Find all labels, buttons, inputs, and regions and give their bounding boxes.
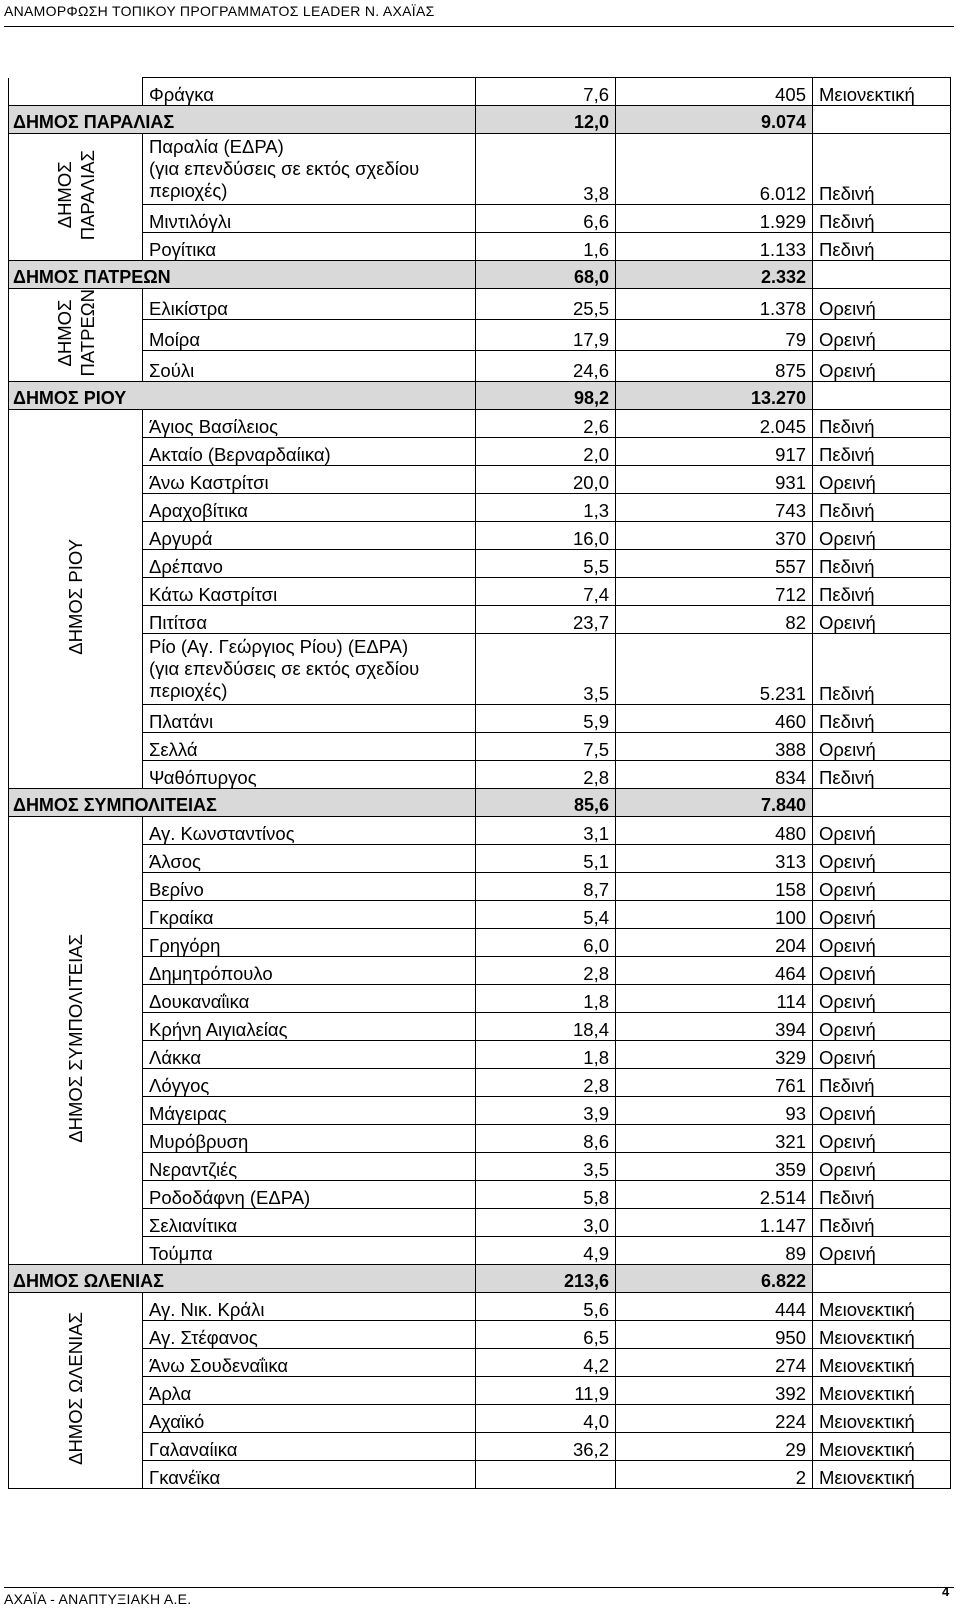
municipality-vertical-text bbox=[64, 1312, 87, 1465]
settlement-type: Ορεινή bbox=[813, 732, 951, 760]
settlement-population: 917 bbox=[616, 437, 813, 465]
settlement-area: 1,6 bbox=[476, 233, 616, 261]
municipality-name: ΔΗΜΟΣ ΠΑΡΑΛΙΑΣ bbox=[9, 106, 476, 134]
settlement-name: Αγ. Κωνσταντίνος bbox=[143, 816, 476, 844]
municipality-vertical-label bbox=[9, 816, 143, 1264]
table-row bbox=[9, 521, 951, 549]
municipality-name: ΔΗΜΟΣ ΣΥΜΠΟΛΙΤΕΙΑΣ bbox=[9, 788, 476, 816]
municipality-vertical-line: ΔΗΜΟΣ bbox=[53, 299, 75, 367]
municipality-area: 12,0 bbox=[476, 106, 616, 134]
settlement-name: Ψαθόπυργος bbox=[143, 760, 476, 788]
settlement-type: Πεδινή bbox=[813, 205, 951, 233]
settlement-population: 444 bbox=[616, 1292, 813, 1320]
municipality-label-cell bbox=[9, 78, 143, 106]
table-row bbox=[9, 1432, 951, 1460]
settlement-area: 24,6 bbox=[476, 350, 616, 381]
settlement-population: 370 bbox=[616, 521, 813, 549]
settlement-type: Πεδινή bbox=[813, 704, 951, 732]
settlement-area: 5,1 bbox=[476, 844, 616, 872]
municipality-summary-row bbox=[9, 106, 951, 134]
settlement-name-line: περιοχές) bbox=[149, 679, 228, 701]
municipality-vertical-text bbox=[64, 539, 87, 655]
settlement-name: Γρηγόρη bbox=[143, 928, 476, 956]
settlement-population: 1.147 bbox=[616, 1208, 813, 1236]
settlement-name: Γαλαναίικα bbox=[143, 1432, 476, 1460]
table-row bbox=[9, 1320, 951, 1348]
settlement-name: Γκραίκα bbox=[143, 900, 476, 928]
table-row bbox=[9, 1040, 951, 1068]
settlement-name: Αχαϊκό bbox=[143, 1404, 476, 1432]
settlement-name: Αργυρά bbox=[143, 521, 476, 549]
settlement-population: 1.929 bbox=[616, 205, 813, 233]
settlement-population: 5.231 bbox=[616, 633, 813, 704]
settlement-name: Σελλά bbox=[143, 732, 476, 760]
table-row bbox=[9, 1208, 951, 1236]
municipality-vertical-line: ΔΗΜΟΣ ΣΥΜΠΟΛΙΤΕΙΑΣ bbox=[65, 933, 86, 1143]
footer-company: ΑΧΑΪΑ - ΑΝΑΠΤΥΞΙΑΚΗ Α.Ε. bbox=[4, 1591, 192, 1607]
page-number: 4 bbox=[942, 1584, 950, 1599]
municipality-summary-row bbox=[9, 381, 951, 409]
settlement-name: Γκανέϊκα bbox=[143, 1460, 476, 1488]
settlement-type: Μειονεκτική bbox=[813, 1292, 951, 1320]
settlement-population: 359 bbox=[616, 1152, 813, 1180]
municipality-population: 2.332 bbox=[616, 261, 813, 289]
settlement-area: 4,0 bbox=[476, 1404, 616, 1432]
municipality-vertical-text bbox=[53, 289, 99, 377]
settlement-type: Πεδινή bbox=[813, 233, 951, 261]
settlement-area: 7,5 bbox=[476, 732, 616, 760]
table-row bbox=[9, 1152, 951, 1180]
settlement-name: Δρέπανο bbox=[143, 549, 476, 577]
settlement-type: Ορεινή bbox=[813, 319, 951, 350]
settlement-name-line: Ρίο (Αγ. Γεώργιος Ρίου) (ΕΔΡΑ) bbox=[149, 635, 409, 657]
table-row bbox=[9, 409, 951, 437]
settlement-area: 6,5 bbox=[476, 1320, 616, 1348]
settlement-type: Ορεινή bbox=[813, 844, 951, 872]
settlement-type: Ορεινή bbox=[813, 984, 951, 1012]
settlement-type: Ορεινή bbox=[813, 521, 951, 549]
table-row bbox=[9, 760, 951, 788]
table-row bbox=[9, 704, 951, 732]
settlement-type: Ορεινή bbox=[813, 350, 951, 381]
settlement-type: Πεδινή bbox=[813, 577, 951, 605]
settlement-name: Μοίρα bbox=[143, 319, 476, 350]
municipality-vertical-line: ΠΑΤΡΕΩΝ bbox=[76, 289, 98, 377]
settlement-population: 834 bbox=[616, 760, 813, 788]
settlement-area: 3,8 bbox=[476, 134, 616, 205]
table-row bbox=[9, 1348, 951, 1376]
settlement-name: Τούμπα bbox=[143, 1236, 476, 1264]
municipality-name: ΔΗΜΟΣ ΠΑΤΡΕΩΝ bbox=[9, 261, 476, 289]
table-row bbox=[9, 956, 951, 984]
settlement-type: Μειονεκτική bbox=[813, 1432, 951, 1460]
settlement-population: 460 bbox=[616, 704, 813, 732]
settlement-area: 11,9 bbox=[476, 1376, 616, 1404]
settlement-name: Άλσος bbox=[143, 844, 476, 872]
settlement-area: 1,3 bbox=[476, 493, 616, 521]
settlement-population: 158 bbox=[616, 872, 813, 900]
settlement-population: 557 bbox=[616, 549, 813, 577]
table-row bbox=[9, 493, 951, 521]
municipality-vertical-line: ΔΗΜΟΣ bbox=[53, 161, 75, 229]
settlement-area: 6,0 bbox=[476, 928, 616, 956]
table-row bbox=[9, 1404, 951, 1432]
settlement-name: Άνω Καστρίτσι bbox=[143, 465, 476, 493]
settlement-name: Αραχοβίτικα bbox=[143, 493, 476, 521]
settlement-area: 5,9 bbox=[476, 704, 616, 732]
settlement-type: Ορεινή bbox=[813, 1152, 951, 1180]
table-row bbox=[9, 233, 951, 261]
municipality-vertical-line: ΔΗΜΟΣ ΩΛΕΝΙΑΣ bbox=[65, 1311, 86, 1465]
municipality-vertical-text bbox=[64, 934, 87, 1143]
municipality-population: 7.840 bbox=[616, 788, 813, 816]
settlement-area: 6,6 bbox=[476, 205, 616, 233]
municipality-type-empty bbox=[813, 1264, 951, 1292]
settlement-area: 2,6 bbox=[476, 409, 616, 437]
table-row bbox=[9, 205, 951, 233]
settlement-name: Ροδοδάφνη (ΕΔΡΑ) bbox=[143, 1180, 476, 1208]
settlement-name: Πιτίτσα bbox=[143, 605, 476, 633]
header-rule bbox=[4, 26, 954, 27]
table-body bbox=[9, 78, 951, 1489]
settlement-area: 5,8 bbox=[476, 1180, 616, 1208]
settlement-type: Ορεινή bbox=[813, 465, 951, 493]
settlement-name: Ακταίο (Βερναρδαίικα) bbox=[143, 437, 476, 465]
settlement-population: 321 bbox=[616, 1124, 813, 1152]
table-row bbox=[9, 1460, 951, 1488]
settlement-type: Ορεινή bbox=[813, 1236, 951, 1264]
settlement-type: Πεδινή bbox=[813, 1180, 951, 1208]
settlement-area: 5,4 bbox=[476, 900, 616, 928]
settlement-name: Κρήνη Αιγιαλείας bbox=[143, 1012, 476, 1040]
settlement-type: Μειονεκτική bbox=[813, 1376, 951, 1404]
table-row bbox=[9, 872, 951, 900]
settlement-type: Ορεινή bbox=[813, 1096, 951, 1124]
settlement-name: Βερίνο bbox=[143, 872, 476, 900]
settlement-type: Πεδινή bbox=[813, 633, 951, 704]
settlement-type: Ορεινή bbox=[813, 1040, 951, 1068]
settlement-area: 1,8 bbox=[476, 984, 616, 1012]
municipality-vertical-line: ΔΗΜΟΣ ΡΙΟΥ bbox=[65, 538, 86, 655]
settlement-name: Λάκκα bbox=[143, 1040, 476, 1068]
settlement-type: Ορεινή bbox=[813, 928, 951, 956]
settlement-area: 8,6 bbox=[476, 1124, 616, 1152]
settlement-area: 3,0 bbox=[476, 1208, 616, 1236]
settlement-type: Ορεινή bbox=[813, 900, 951, 928]
settlement-name: Φράγκα bbox=[143, 78, 476, 106]
table-row bbox=[9, 1068, 951, 1096]
municipality-area: 98,2 bbox=[476, 381, 616, 409]
municipality-vertical-text bbox=[53, 150, 99, 240]
table-row bbox=[9, 1376, 951, 1404]
settlement-population: 875 bbox=[616, 350, 813, 381]
table-row bbox=[9, 633, 951, 704]
settlement-population: 761 bbox=[616, 1068, 813, 1096]
settlement-type: Ορεινή bbox=[813, 816, 951, 844]
settlement-area: 16,0 bbox=[476, 521, 616, 549]
settlement-type: Μειονεκτική bbox=[813, 1460, 951, 1488]
settlement-type: Πεδινή bbox=[813, 409, 951, 437]
settlement-name: Αγ. Νικ. Κράλι bbox=[143, 1292, 476, 1320]
settlement-area: 2,8 bbox=[476, 956, 616, 984]
settlement-population: 2 bbox=[616, 1460, 813, 1488]
settlement-population: 1.133 bbox=[616, 233, 813, 261]
table-row bbox=[9, 928, 951, 956]
table-row bbox=[9, 465, 951, 493]
table-row bbox=[9, 816, 951, 844]
settlement-type: Μειονεκτική bbox=[813, 1348, 951, 1376]
table-row bbox=[9, 844, 951, 872]
settlement-population: 392 bbox=[616, 1376, 813, 1404]
settlement-population: 480 bbox=[616, 816, 813, 844]
settlement-name bbox=[143, 633, 476, 704]
table-row bbox=[9, 900, 951, 928]
settlement-area: 2,8 bbox=[476, 760, 616, 788]
municipality-summary-row bbox=[9, 788, 951, 816]
settlement-type: Πεδινή bbox=[813, 1208, 951, 1236]
municipality-vertical-label bbox=[9, 289, 143, 382]
settlement-area: 1,8 bbox=[476, 1040, 616, 1068]
settlement-type: Ορεινή bbox=[813, 872, 951, 900]
municipality-area: 68,0 bbox=[476, 261, 616, 289]
settlement-type: Ορεινή bbox=[813, 1124, 951, 1152]
settlement-area: 4,2 bbox=[476, 1348, 616, 1376]
settlement-population: 1.378 bbox=[616, 289, 813, 320]
settlement-area: 7,4 bbox=[476, 577, 616, 605]
municipality-area: 213,6 bbox=[476, 1264, 616, 1292]
settlement-area: 2,0 bbox=[476, 437, 616, 465]
settlement-population: 394 bbox=[616, 1012, 813, 1040]
settlement-population: 274 bbox=[616, 1348, 813, 1376]
municipality-vertical-label bbox=[9, 134, 143, 261]
municipality-name: ΔΗΜΟΣ ΡΙΟΥ bbox=[9, 381, 476, 409]
settlement-area: 23,7 bbox=[476, 605, 616, 633]
settlement-population: 93 bbox=[616, 1096, 813, 1124]
settlement-name-line: (για επενδύσεις σε εκτός σχεδίου bbox=[149, 158, 420, 179]
table-row bbox=[9, 732, 951, 760]
settlement-type: Μειονεκτική bbox=[813, 1404, 951, 1432]
settlement-area: 18,4 bbox=[476, 1012, 616, 1040]
settlement-type: Πεδινή bbox=[813, 134, 951, 205]
settlement-name: Νεραντζιές bbox=[143, 1152, 476, 1180]
table-row bbox=[9, 1236, 951, 1264]
settlement-name-line: Παραλία (ΕΔΡΑ) bbox=[149, 136, 284, 157]
table-row bbox=[9, 319, 951, 350]
municipality-type-empty bbox=[813, 261, 951, 289]
settlement-population: 931 bbox=[616, 465, 813, 493]
settlement-population: 743 bbox=[616, 493, 813, 521]
municipality-type-empty bbox=[813, 788, 951, 816]
settlement-population: 329 bbox=[616, 1040, 813, 1068]
settlement-name: Δημητρόπουλο bbox=[143, 956, 476, 984]
settlement-type: Ορεινή bbox=[813, 289, 951, 320]
settlement-area: 17,9 bbox=[476, 319, 616, 350]
settlement-area: 5,6 bbox=[476, 1292, 616, 1320]
settlement-area: 25,5 bbox=[476, 289, 616, 320]
settlement-name: Σελιανίτικα bbox=[143, 1208, 476, 1236]
settlement-population: 224 bbox=[616, 1404, 813, 1432]
table-row bbox=[9, 1180, 951, 1208]
settlements-table bbox=[8, 77, 951, 1489]
settlement-population: 204 bbox=[616, 928, 813, 956]
table-row bbox=[9, 1096, 951, 1124]
settlement-name-line: (για επενδύσεις σε εκτός σχεδίου bbox=[149, 657, 420, 679]
settlement-name: Πλατάνι bbox=[143, 704, 476, 732]
settlement-population: 114 bbox=[616, 984, 813, 1012]
municipality-population: 6.822 bbox=[616, 1264, 813, 1292]
settlement-area: 20,0 bbox=[476, 465, 616, 493]
footer-rule bbox=[4, 1587, 954, 1588]
table-row bbox=[9, 78, 951, 106]
municipality-type-empty bbox=[813, 381, 951, 409]
settlement-name: Δουκαναΐικα bbox=[143, 984, 476, 1012]
settlement-name: Κάτω Καστρίτσι bbox=[143, 577, 476, 605]
settlement-population: 89 bbox=[616, 1236, 813, 1264]
settlement-type: Ορεινή bbox=[813, 956, 951, 984]
table-row bbox=[9, 605, 951, 633]
settlement-type: Πεδινή bbox=[813, 1068, 951, 1096]
settlement-name: Ελικίστρα bbox=[143, 289, 476, 320]
table-row bbox=[9, 984, 951, 1012]
settlement-area: 36,2 bbox=[476, 1432, 616, 1460]
settlement-name: Μυρόβρυση bbox=[143, 1124, 476, 1152]
settlement-population: 405 bbox=[616, 78, 813, 106]
municipality-vertical-label bbox=[9, 1292, 143, 1488]
municipality-vertical-label bbox=[9, 409, 143, 788]
settlement-name: Αγ. Στέφανος bbox=[143, 1320, 476, 1348]
settlement-type: Πεδινή bbox=[813, 493, 951, 521]
page-header-title: ΑΝΑΜΟΡΦΩΣΗ ΤΟΠΙΚΟΥ ΠΡΟΓΡΑΜΜΑΤΟΣ LEADER Ν. ΑΧΑΪΑΣ bbox=[4, 3, 435, 19]
municipality-population: 9.074 bbox=[616, 106, 813, 134]
settlement-type: Πεδινή bbox=[813, 437, 951, 465]
settlement-name: Μάγειρας bbox=[143, 1096, 476, 1124]
settlement-population: 313 bbox=[616, 844, 813, 872]
settlement-type: Μειονεκτική bbox=[813, 1320, 951, 1348]
table-row bbox=[9, 1292, 951, 1320]
settlement-population: 79 bbox=[616, 319, 813, 350]
settlement-population: 388 bbox=[616, 732, 813, 760]
settlement-area: 3,1 bbox=[476, 816, 616, 844]
table-row bbox=[9, 437, 951, 465]
table-row bbox=[9, 350, 951, 381]
settlement-area: 3,5 bbox=[476, 1152, 616, 1180]
settlement-name: Μιντιλόγλι bbox=[143, 205, 476, 233]
settlement-name: Άνω Σουδεναΐικα bbox=[143, 1348, 476, 1376]
table-row bbox=[9, 549, 951, 577]
settlement-area: 3,5 bbox=[476, 633, 616, 704]
settlement-population: 6.012 bbox=[616, 134, 813, 205]
municipality-area: 85,6 bbox=[476, 788, 616, 816]
settlement-population: 82 bbox=[616, 605, 813, 633]
settlement-type: Μειονεκτική bbox=[813, 78, 951, 106]
municipality-summary-row bbox=[9, 261, 951, 289]
settlement-area: 2,8 bbox=[476, 1068, 616, 1096]
settlement-area: 7,6 bbox=[476, 78, 616, 106]
settlement-name: Σούλι bbox=[143, 350, 476, 381]
table-row bbox=[9, 1012, 951, 1040]
settlement-population: 29 bbox=[616, 1432, 813, 1460]
table-row bbox=[9, 577, 951, 605]
settlement-area: 4,9 bbox=[476, 1236, 616, 1264]
settlement-population: 712 bbox=[616, 577, 813, 605]
settlement-area: 3,9 bbox=[476, 1096, 616, 1124]
table-row bbox=[9, 1124, 951, 1152]
settlement-area bbox=[476, 1460, 616, 1488]
settlement-type: Πεδινή bbox=[813, 549, 951, 577]
settlement-population: 950 bbox=[616, 1320, 813, 1348]
table-row bbox=[9, 289, 951, 320]
settlement-name: Λόγγος bbox=[143, 1068, 476, 1096]
municipality-summary-row bbox=[9, 1264, 951, 1292]
settlement-name bbox=[143, 134, 476, 205]
settlement-type: Ορεινή bbox=[813, 605, 951, 633]
settlement-type: Ορεινή bbox=[813, 1012, 951, 1040]
settlement-population: 2.045 bbox=[616, 409, 813, 437]
settlement-area: 5,5 bbox=[476, 549, 616, 577]
settlement-population: 100 bbox=[616, 900, 813, 928]
municipality-vertical-line: ΠΑΡΑΛΙΑΣ bbox=[76, 149, 98, 241]
municipality-population: 13.270 bbox=[616, 381, 813, 409]
settlement-population: 2.514 bbox=[616, 1180, 813, 1208]
settlement-name: Ρογίτικα bbox=[143, 233, 476, 261]
settlement-area: 8,7 bbox=[476, 872, 616, 900]
municipality-type-empty bbox=[813, 106, 951, 134]
table-row bbox=[9, 134, 951, 205]
settlement-population: 464 bbox=[616, 956, 813, 984]
settlement-type: Πεδινή bbox=[813, 760, 951, 788]
settlement-name-line: περιοχές) bbox=[149, 180, 228, 201]
municipality-name: ΔΗΜΟΣ ΩΛΕΝΙΑΣ bbox=[9, 1264, 476, 1292]
settlement-name: Άγιος Βασίλειος bbox=[143, 409, 476, 437]
settlement-name: Άρλα bbox=[143, 1376, 476, 1404]
